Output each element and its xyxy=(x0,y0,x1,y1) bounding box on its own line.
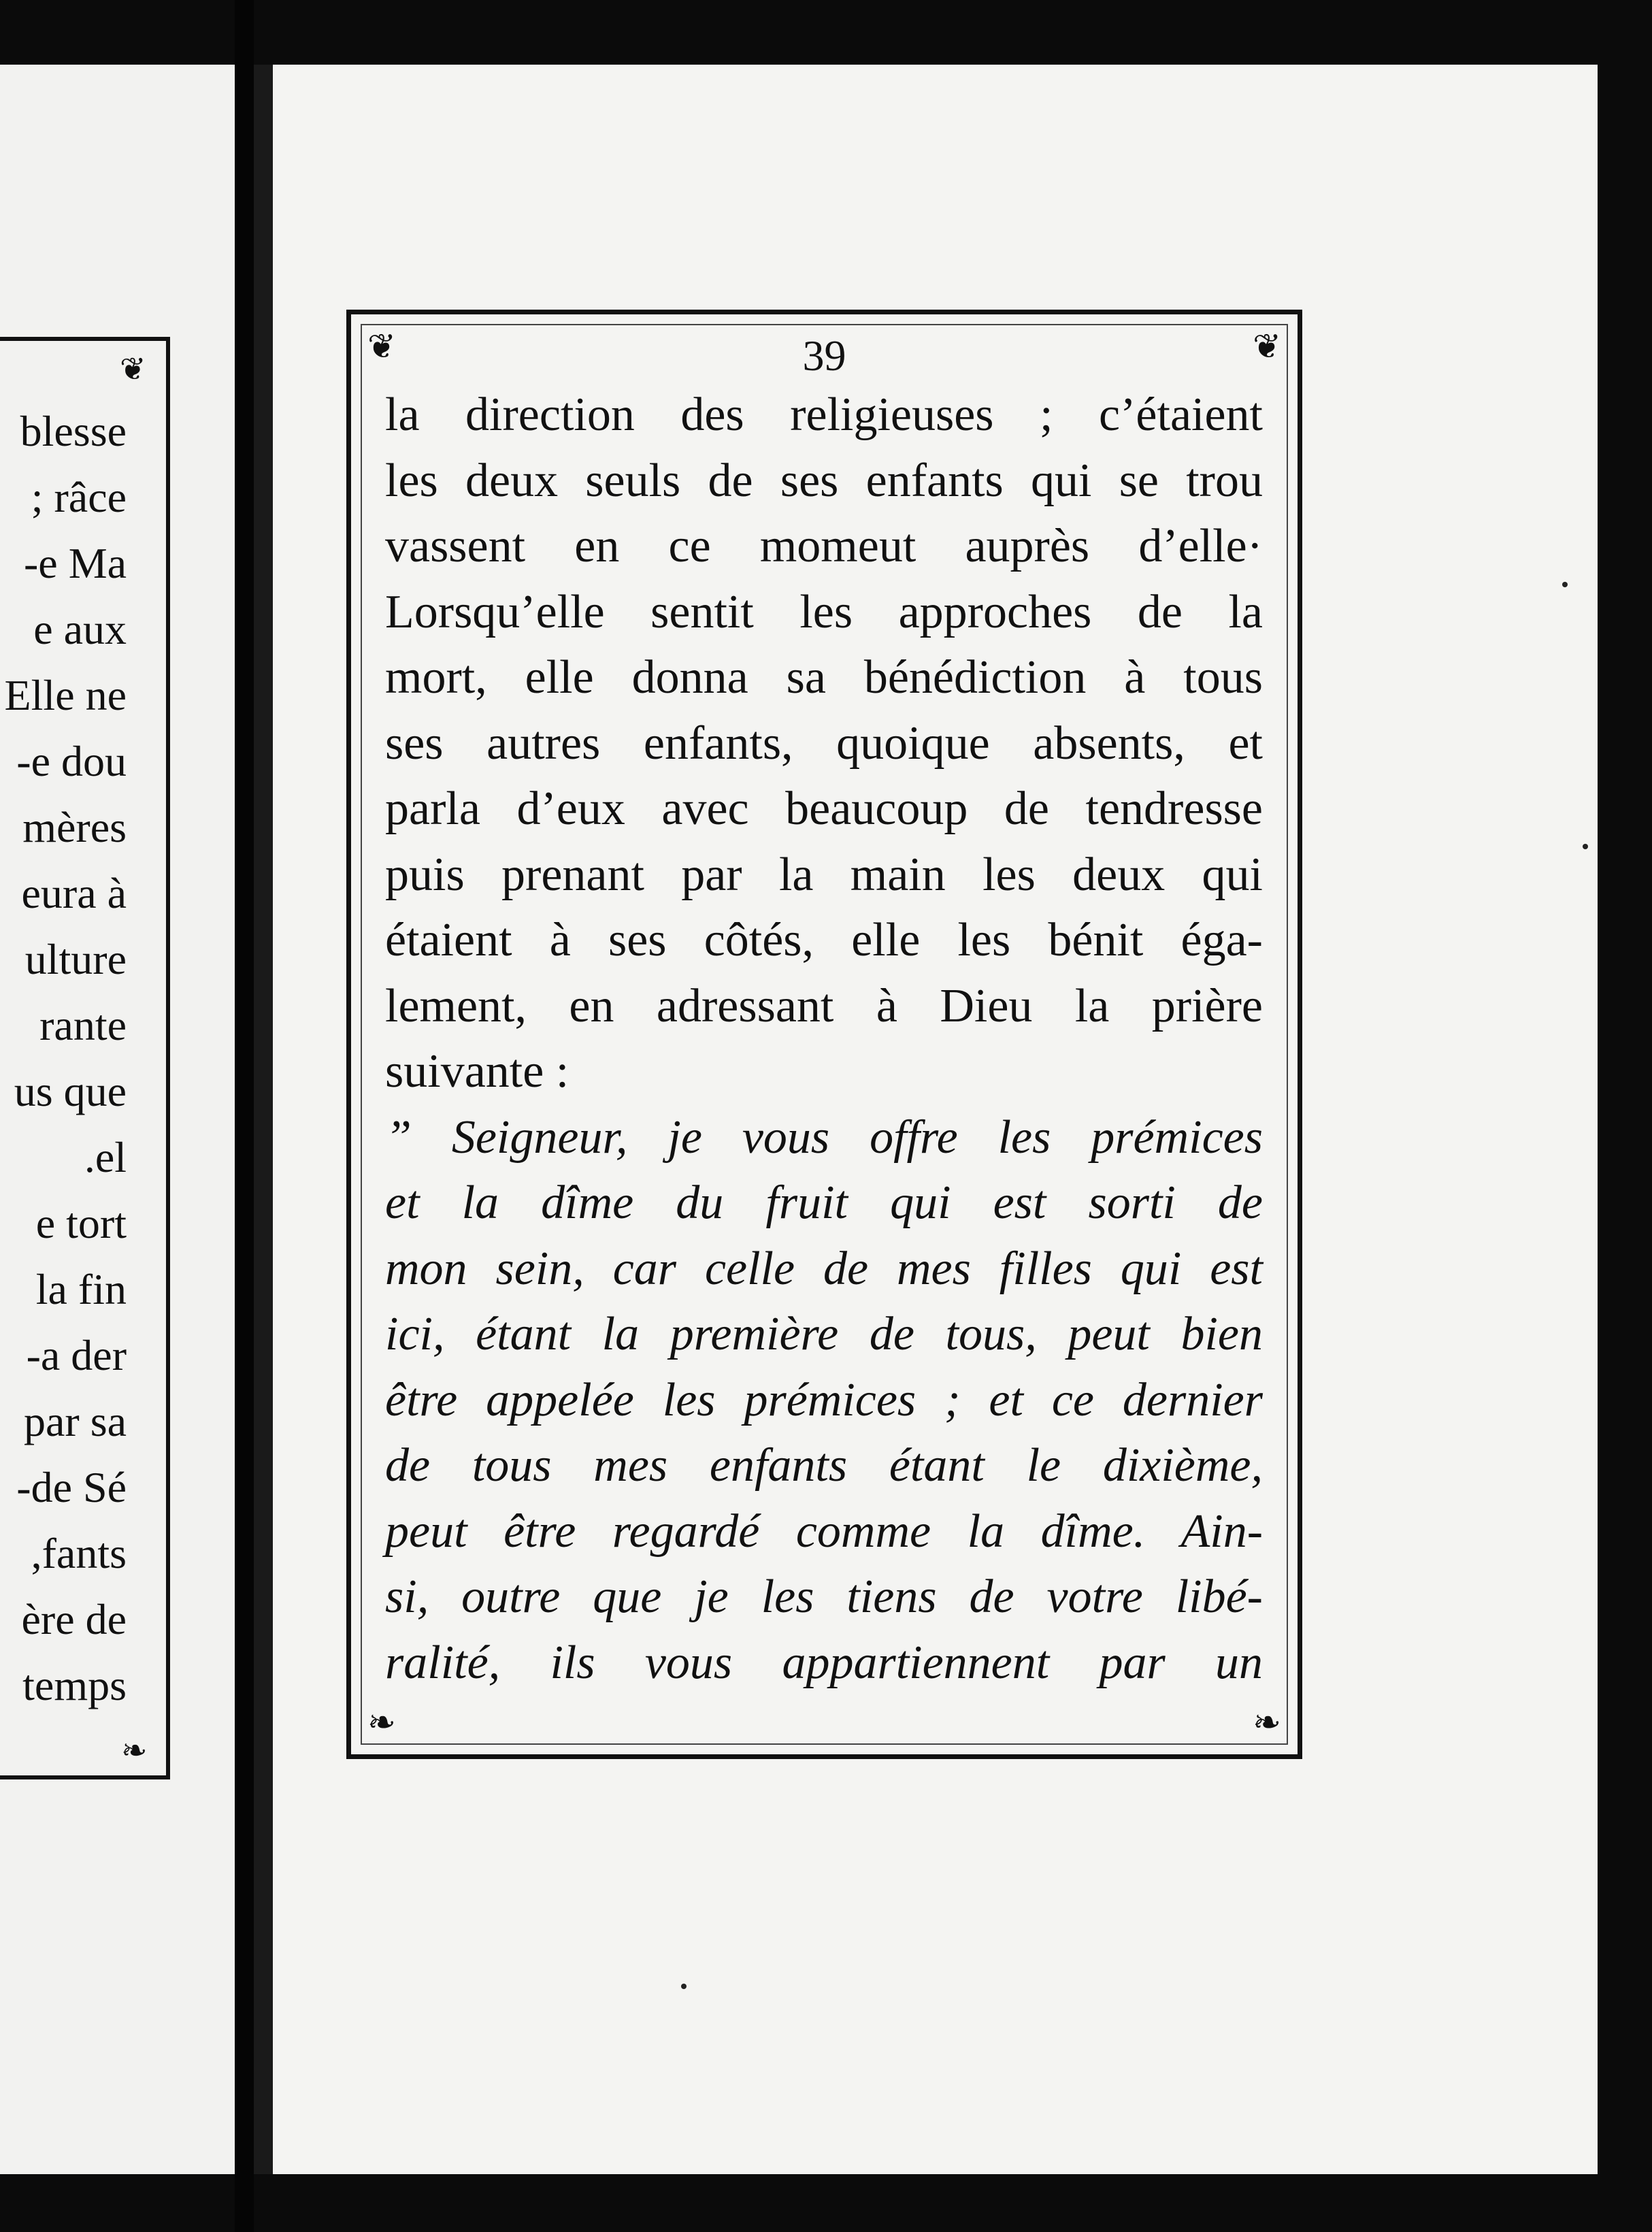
corner-ornament-icon: ❧ xyxy=(121,1732,148,1769)
paper-speck xyxy=(1583,844,1588,849)
text-line: Lorsqu’elle sentit les approches de la xyxy=(385,585,1263,638)
previous-page-text xyxy=(0,398,127,1718)
prayer-line: ici, étant la première de tous, peut bien xyxy=(385,1308,1263,1360)
corner-ornament-icon: ❦ xyxy=(367,327,396,366)
text-line: temps xyxy=(22,1661,127,1709)
text-line: par sa xyxy=(23,1397,127,1445)
text-line: el. xyxy=(84,1133,127,1181)
prayer-line: si, outre que je les tiens de votre libé- xyxy=(385,1571,1263,1623)
prayer-line: peut être regardé comme la dîme. Ain- xyxy=(385,1505,1263,1558)
text-line: râce ; xyxy=(31,473,127,521)
text-line: a der- xyxy=(26,1331,127,1379)
page-number: 39 xyxy=(802,331,846,380)
page-frame xyxy=(346,310,1302,1759)
paper-speck xyxy=(681,1984,687,1989)
prayer-line: être appelée les prémices ; et ce dernier xyxy=(385,1373,1263,1426)
text-line: blesse xyxy=(20,407,127,455)
current-page xyxy=(254,65,1598,2174)
prayer-line: et la dîme du fruit qui est sorti de xyxy=(385,1177,1263,1229)
text-line: étaient à ses côtés, elle les bénit éga- xyxy=(385,914,1263,966)
prayer-line: mon sein, car celle de mes filles qui est xyxy=(385,1242,1263,1295)
corner-ornament-icon: ❦ xyxy=(1253,327,1281,366)
text-line: la direction des religieuses ; c’étaient xyxy=(385,389,1263,441)
text-line: mères xyxy=(22,803,127,851)
text-line: mort, elle donna sa bénédiction à tous xyxy=(385,651,1263,704)
text-line: de Sé- xyxy=(16,1463,127,1511)
text-line: rante xyxy=(39,1001,127,1049)
prayer-line: ” Seigneur, je vous offre les prémices xyxy=(385,1111,1263,1164)
text-line: eura à xyxy=(21,869,127,917)
text-line: les deux seuls de ses enfants qui se trou xyxy=(385,454,1263,507)
paper-speck xyxy=(1562,582,1568,587)
text-line: suivante : xyxy=(385,1045,569,1098)
text-line: ère de xyxy=(21,1595,127,1643)
body-text xyxy=(385,382,1263,1696)
text-line: fants, xyxy=(31,1529,127,1577)
text-line: ulture xyxy=(24,935,127,983)
text-line: vassent en ce momeut auprès d’elle· xyxy=(385,520,1263,572)
book-spine xyxy=(235,0,254,2232)
text-line: lement, en adressant à Dieu la prière xyxy=(385,979,1263,1032)
text-line: la fin xyxy=(35,1265,127,1313)
corner-ornament-icon: ❦ xyxy=(120,350,146,387)
text-line: e dou- xyxy=(16,737,127,785)
prayer-line: ralité, ils vous appartiennent par un xyxy=(385,1636,1263,1689)
corner-ornament-icon: ❧ xyxy=(367,1703,396,1742)
text-line: us que xyxy=(14,1067,127,1115)
corner-ornament-icon: ❧ xyxy=(1253,1703,1281,1742)
text-line: Elle ne xyxy=(4,671,127,719)
text-line: e Ma- xyxy=(23,539,127,587)
text-line: ses autres enfants, quoique absents, et xyxy=(385,717,1263,770)
text-line: puis prenant par la main les deux qui xyxy=(385,848,1263,901)
text-line: e aux xyxy=(33,605,127,653)
text-line: parla d’eux avec beaucoup de tendresse xyxy=(385,783,1263,835)
text-line: e tort xyxy=(35,1199,127,1247)
prayer-line: de tous mes enfants étant le dixième, xyxy=(385,1439,1263,1492)
